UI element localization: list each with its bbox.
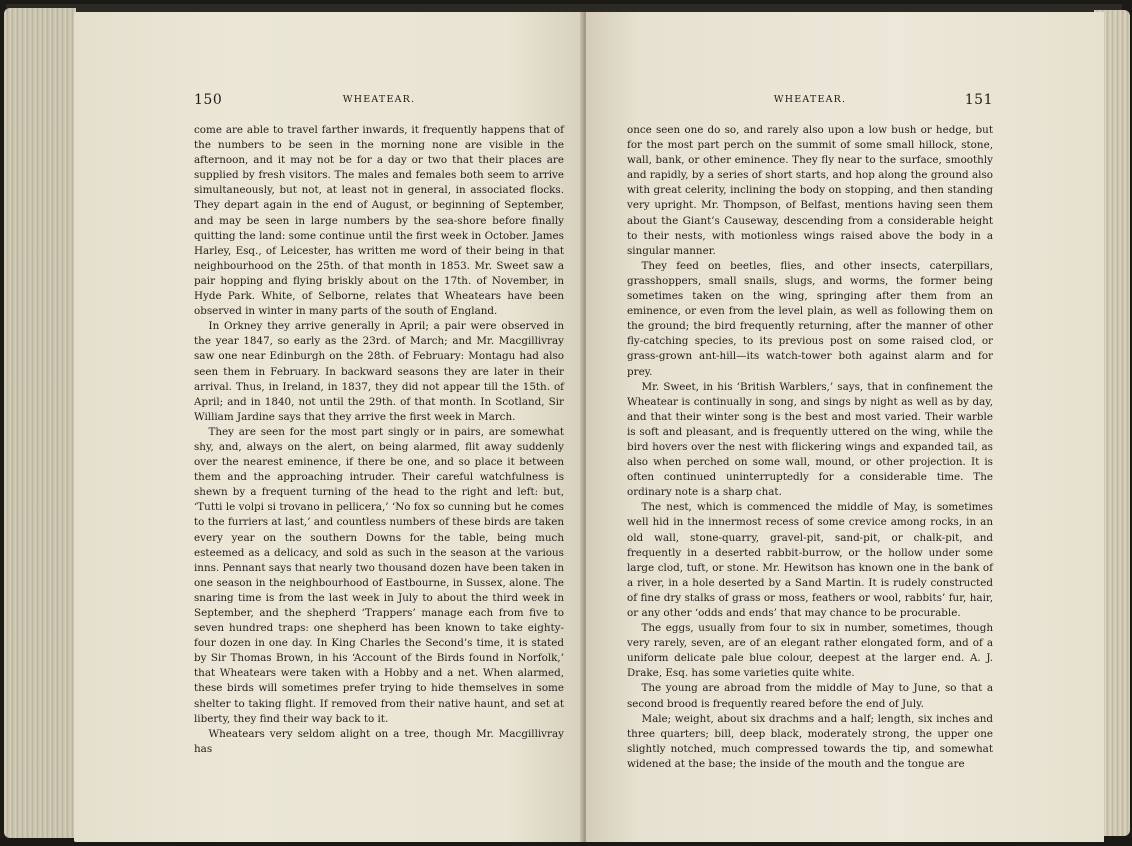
paragraph: Wheatears very seldom alight on a tree, though Mr. Macgillivray has [194,727,564,755]
left-page-body [194,123,564,757]
right-page-number: 151 [964,92,993,108]
right-page-header [627,92,993,112]
right-page-body [627,123,993,772]
paragraph: In Orkney they arrive generally in April; a pair were observed in the year 1847, so early as the 23rd. of March; and Mr. Macgillivray saw one near Edinburgh on the 28th. of February: Montagu had also seen them in February. In backward seasons they are later in their arrival. Thus, in Ireland, in 1837, they did not appear till the 15th. of April; and in 1840, not until the 29th. of that month. In Scotland, Sir William Jardine says that they arrive the first week in March. [194,320,564,423]
paragraph: The nest, which is commenced the middle of May, is sometimes well hid in the innermost recess of some crevice among rocks, in an old wall, stone-quarry, gravel-pit, sand-pit, or chalk-pit, and frequently in a deserted rabbit-burrow, or the hollow under some large clod, tuft, or stone. Mr. Hewitson has known one in the bank of a river, in a hole deserted by a Sand Martin. It is rudely constructed of fine dry stalks of grass or moss, feathers or wool, rabbits’ fur, hair, or any other ‘odds and ends’ that may chance to be procurable. [627,501,993,619]
left-running-title: WHEATEAR. [342,94,416,105]
left-page-edges [4,8,76,838]
book-top-shadow [6,4,1122,12]
paragraph: The young are abroad from the middle of May to June, so that a second brood is frequently reared before the end of July. [627,682,993,710]
paragraph: once seen one do so, and rarely also upon a low bush or hedge, but for the most part perch on the summit of some small hillock, stone, wall, bank, or other eminence. They fly near to the surface, smoothly and rapidly, by a series of short starts, and hop along the ground also with great celerity, inclining the body on stopping, and then standing very upright. Mr. Thompson, of Belfast, mentions having seen them about the Giant’s Causeway, descending from a considerable height to their nests, with motionless wings raised above the body in a singular manner. [627,124,993,257]
paragraph: Mr. Sweet, in his ‘British Warblers,’ says, that in confinement the Wheatear is continually in song, and sings by night as well as by day, and that their winter song is the best and most varied. Their warble is soft and pleasant, and is frequently uttered on the wing, while the bird hovers over the nest with flickering wings and expanded tail, as also when perched on some wall, mound, or other projection. It is often continued uninterruptedly for a considerable time. The ordinary note is a sharp chat. [627,380,993,499]
right-running-title: WHEATEAR. [773,94,847,105]
left-page-number: 150 [194,92,223,108]
left-page [74,12,584,842]
paragraph: come are able to travel farther inwards, it frequently happens that of the numbers to be seen in the morning none are visible in the afternoon, and it may not be for a day or two that their places are supplied by fresh visitors. The males and females both seem to arrive simultaneously, but not, at least not in general, in associated flocks. They depart again in the end of August, or beginning of September, and may be seen in large numbers by the sea-shore before finally quitting the land: some continue until the first week in October. James Harley, Esq., of Leicester, has written me word of their being in that neighbourhood on the 25th. of that month in 1853. Mr. Sweet saw a pair hopping and flying briskly about on the 17th. of November, in Hyde Park. White, of Selborne, relates that Wheatears have been observed in winter in many parts of the south of England. [194,124,564,318]
paragraph: Male; weight, about six drachms and a half; length, six inches and three quarters; bill, deep black, moderately strong, the upper one slightly notched, much compressed towards the tip, and somewhat widened at the base; the inside of the mouth and the tongue are [627,712,993,770]
paragraph: They are seen for the most part singly or in pairs, are somewhat shy, and, always on the alert, on being alarmed, flit away suddenly over the nearest eminence, if there be one, and so place it between them and the approaching intruder. Their careful watchfulness is shewn by a frequent turning of the head to the right and left: but, ‘Tutti le volpi si trovano in pellicera,’ ‘No fox so cunning but he comes to the furriers at last,’ and countless numbers of these birds are taken every year on the southern Downs for the table, being much esteemed as a delicacy, and sold as such in the season at the various inns. Pennant says that nearly two thousand dozen have been taken in one season in the neighbourhood of Eastbourne, in Sussex, alone. The snaring time is from the last week in July to about the third week in September, and the shepherd ‘Trappers’ manage each from five to seven hundred traps: one shepherd has been known to take eighty-four dozen in one day. In King Charles the Second’s time, it is stated by Sir Thomas Brown, in his ‘Account of the Birds found in Norfolk,’ that Wheatears were taken with a Hobby and a net. When alarmed, these birds will sometimes prefer trying to hide themselves in some shelter to taking flight. If removed from their native haunt, and set at liberty, they find their way back to it. [194,425,564,725]
left-page-header [194,92,564,112]
paragraph: The eggs, usually from four to six in number, sometimes, though very rarely, seven, are of an elegant rather elongated form, and of a uniform delicate pale blue colour, deepest at the larger end. A. J. Drake, Esq. has some varieties quite white. [627,622,993,680]
right-page [586,12,1104,842]
paragraph: They feed on beetles, flies, and other insects, caterpillars, grasshoppers, small snails, slugs, and worms, the former being sometimes taken on the wing, springing after them from an eminence, or even from the level plain, as well as following them on the ground; the bird frequently returning, after the manner of other fly-catching species, to its previous post on some raised clod, or grass-grown ant-hill—its watch-tower both against alarm and for prey. [627,259,993,378]
